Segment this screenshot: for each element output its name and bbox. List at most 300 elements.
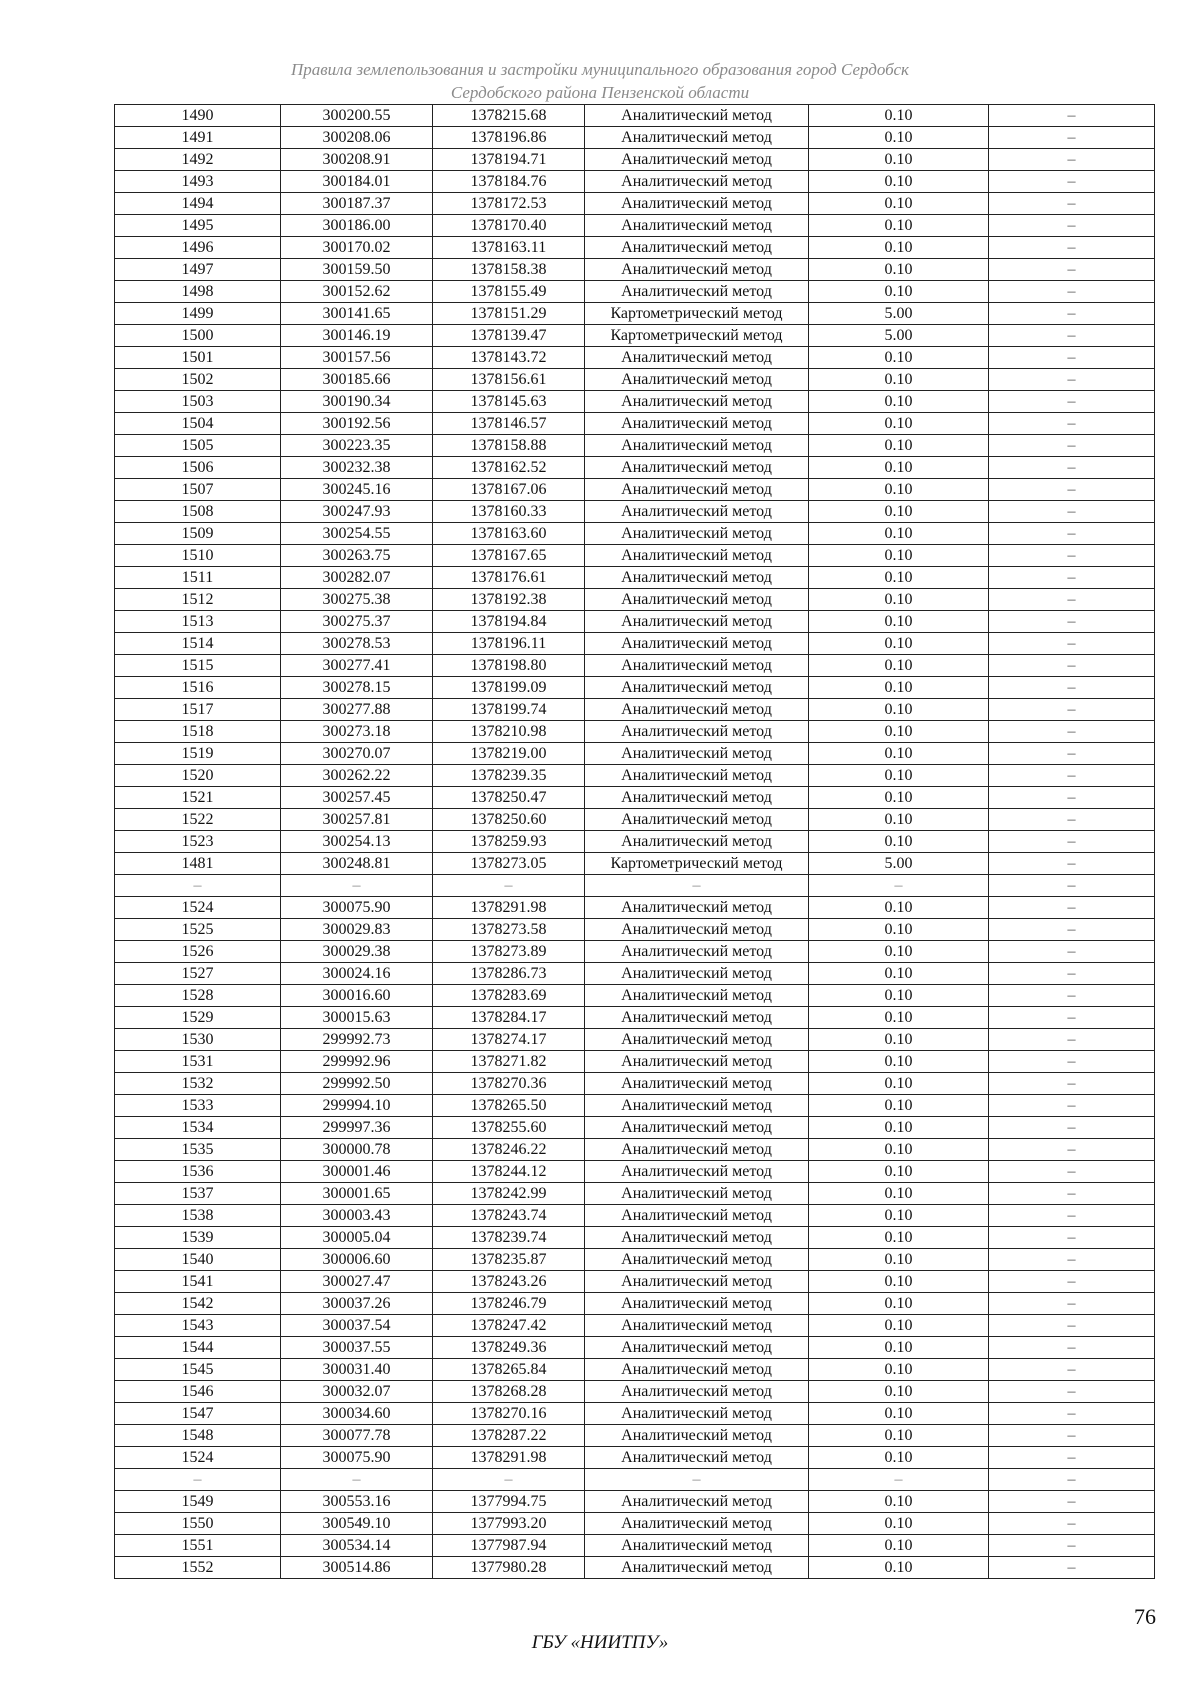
table-row xyxy=(115,1557,1155,1579)
point-number-cell: 1511 xyxy=(115,567,281,589)
description-cell: – xyxy=(989,523,1155,545)
x-coordinate-cell: 300016.60 xyxy=(281,985,433,1007)
point-number-cell: 1523 xyxy=(115,831,281,853)
x-coordinate-cell: 300254.13 xyxy=(281,831,433,853)
y-coordinate-cell: 1378194.84 xyxy=(433,611,585,633)
accuracy-cell: 0.10 xyxy=(809,1227,989,1249)
method-cell: Картометрический метод xyxy=(585,325,809,347)
method-cell: Аналитический метод xyxy=(585,1535,809,1557)
x-coordinate-cell: 300263.75 xyxy=(281,545,433,567)
description-cell: – xyxy=(989,1359,1155,1381)
description-cell: – xyxy=(989,1491,1155,1513)
method-cell: Аналитический метод xyxy=(585,589,809,611)
point-number-cell: 1547 xyxy=(115,1403,281,1425)
point-number-cell: 1529 xyxy=(115,1007,281,1029)
y-coordinate-cell: 1378273.58 xyxy=(433,919,585,941)
y-coordinate-cell: 1378167.65 xyxy=(433,545,585,567)
y-coordinate-cell: 1377980.28 xyxy=(433,1557,585,1579)
point-number-cell: 1528 xyxy=(115,985,281,1007)
description-cell: – xyxy=(989,105,1155,127)
y-coordinate-cell: 1378265.84 xyxy=(433,1359,585,1381)
y-coordinate-cell: 1378239.74 xyxy=(433,1227,585,1249)
table-row xyxy=(115,633,1155,655)
point-number-cell: 1498 xyxy=(115,281,281,303)
x-coordinate-cell: 300187.37 xyxy=(281,193,433,215)
table-row xyxy=(115,1073,1155,1095)
description-cell: – xyxy=(989,1249,1155,1271)
description-cell: – xyxy=(989,1139,1155,1161)
point-number-cell: 1492 xyxy=(115,149,281,171)
table-row xyxy=(115,589,1155,611)
method-cell: Аналитический метод xyxy=(585,1205,809,1227)
accuracy-cell: 0.10 xyxy=(809,1535,989,1557)
table-row xyxy=(115,677,1155,699)
x-coordinate-cell: 300254.55 xyxy=(281,523,433,545)
method-cell: Картометрический метод xyxy=(585,303,809,325)
method-cell: Аналитический метод xyxy=(585,149,809,171)
table-row xyxy=(115,1205,1155,1227)
table-row xyxy=(115,215,1155,237)
x-coordinate-cell: 300001.46 xyxy=(281,1161,433,1183)
x-coordinate-cell: 299992.96 xyxy=(281,1051,433,1073)
method-cell: Аналитический метод xyxy=(585,1403,809,1425)
point-number-cell: 1535 xyxy=(115,1139,281,1161)
description-cell: – xyxy=(989,985,1155,1007)
point-number-cell: 1502 xyxy=(115,369,281,391)
accuracy-cell: 0.10 xyxy=(809,1073,989,1095)
table-row xyxy=(115,897,1155,919)
y-coordinate-cell: 1378215.68 xyxy=(433,105,585,127)
x-coordinate-cell: 300024.16 xyxy=(281,963,433,985)
method-cell: Аналитический метод xyxy=(585,919,809,941)
description-cell: – xyxy=(989,1183,1155,1205)
table-row xyxy=(115,1381,1155,1403)
accuracy-cell: 0.10 xyxy=(809,435,989,457)
method-cell: Аналитический метод xyxy=(585,127,809,149)
x-coordinate-cell: 300032.07 xyxy=(281,1381,433,1403)
description-cell: – xyxy=(989,1271,1155,1293)
description-cell: – xyxy=(989,1293,1155,1315)
description-cell: – xyxy=(989,1051,1155,1073)
x-coordinate-cell: – xyxy=(281,1469,433,1491)
table-row xyxy=(115,1095,1155,1117)
y-coordinate-cell: 1378199.09 xyxy=(433,677,585,699)
description-cell: – xyxy=(989,1381,1155,1403)
table-row xyxy=(115,391,1155,413)
method-cell: Аналитический метод xyxy=(585,193,809,215)
x-coordinate-cell: 300027.47 xyxy=(281,1271,433,1293)
method-cell: Аналитический метод xyxy=(585,743,809,765)
point-number-cell: 1538 xyxy=(115,1205,281,1227)
description-cell: – xyxy=(989,303,1155,325)
accuracy-cell: 0.10 xyxy=(809,523,989,545)
table-row xyxy=(115,853,1155,875)
accuracy-cell: 0.10 xyxy=(809,457,989,479)
accuracy-cell: 0.10 xyxy=(809,127,989,149)
y-coordinate-cell: 1378184.76 xyxy=(433,171,585,193)
table-row xyxy=(115,1007,1155,1029)
table-row xyxy=(115,171,1155,193)
table-row xyxy=(115,655,1155,677)
point-number-cell: 1515 xyxy=(115,655,281,677)
table-row xyxy=(115,259,1155,281)
point-number-cell: – xyxy=(115,875,281,897)
accuracy-cell: 0.10 xyxy=(809,1315,989,1337)
y-coordinate-cell: 1378194.71 xyxy=(433,149,585,171)
accuracy-cell: 0.10 xyxy=(809,1293,989,1315)
y-coordinate-cell: 1378151.29 xyxy=(433,303,585,325)
method-cell: Аналитический метод xyxy=(585,413,809,435)
table-row xyxy=(115,281,1155,303)
x-coordinate-cell: 300146.19 xyxy=(281,325,433,347)
method-cell: Аналитический метод xyxy=(585,567,809,589)
table-row xyxy=(115,831,1155,853)
y-coordinate-cell: 1378249.36 xyxy=(433,1337,585,1359)
method-cell: – xyxy=(585,875,809,897)
table-row xyxy=(115,347,1155,369)
y-coordinate-cell: 1378265.50 xyxy=(433,1095,585,1117)
table-row xyxy=(115,479,1155,501)
point-number-cell: 1513 xyxy=(115,611,281,633)
description-cell: – xyxy=(989,193,1155,215)
accuracy-cell: 0.10 xyxy=(809,611,989,633)
method-cell: Аналитический метод xyxy=(585,1007,809,1029)
table-row xyxy=(115,787,1155,809)
description-cell: – xyxy=(989,1007,1155,1029)
y-coordinate-cell: 1378270.36 xyxy=(433,1073,585,1095)
description-cell: – xyxy=(989,1469,1155,1491)
description-cell: – xyxy=(989,1073,1155,1095)
description-cell: – xyxy=(989,171,1155,193)
point-number-cell: 1518 xyxy=(115,721,281,743)
header-line-1: Правила землепользования и застройки муниципального образования город Сердобск xyxy=(290,60,909,79)
method-cell: Аналитический метод xyxy=(585,1381,809,1403)
accuracy-cell: 0.10 xyxy=(809,193,989,215)
x-coordinate-cell: 300001.65 xyxy=(281,1183,433,1205)
y-coordinate-cell: 1378273.89 xyxy=(433,941,585,963)
point-number-cell: 1512 xyxy=(115,589,281,611)
accuracy-cell: 0.10 xyxy=(809,1117,989,1139)
description-cell: – xyxy=(989,435,1155,457)
y-coordinate-cell: 1378199.74 xyxy=(433,699,585,721)
x-coordinate-cell: 300223.35 xyxy=(281,435,433,457)
accuracy-cell: 0.10 xyxy=(809,1029,989,1051)
y-coordinate-cell: 1378139.47 xyxy=(433,325,585,347)
accuracy-cell: 0.10 xyxy=(809,237,989,259)
accuracy-cell: 0.10 xyxy=(809,633,989,655)
y-coordinate-cell: 1378160.33 xyxy=(433,501,585,523)
accuracy-cell: 0.10 xyxy=(809,655,989,677)
y-coordinate-cell: 1378219.00 xyxy=(433,743,585,765)
x-coordinate-cell: 300003.43 xyxy=(281,1205,433,1227)
accuracy-cell: 0.10 xyxy=(809,1447,989,1469)
point-number-cell: 1550 xyxy=(115,1513,281,1535)
x-coordinate-cell: – xyxy=(281,875,433,897)
y-coordinate-cell: 1377993.20 xyxy=(433,1513,585,1535)
accuracy-cell: 0.10 xyxy=(809,743,989,765)
table-row xyxy=(115,1227,1155,1249)
description-cell: – xyxy=(989,215,1155,237)
point-number-cell: 1526 xyxy=(115,941,281,963)
point-number-cell: 1545 xyxy=(115,1359,281,1381)
method-cell: Аналитический метод xyxy=(585,831,809,853)
y-coordinate-cell: 1378198.80 xyxy=(433,655,585,677)
point-number-cell: 1546 xyxy=(115,1381,281,1403)
x-coordinate-cell: 300037.54 xyxy=(281,1315,433,1337)
x-coordinate-cell: 300247.93 xyxy=(281,501,433,523)
point-number-cell: 1527 xyxy=(115,963,281,985)
y-coordinate-cell: – xyxy=(433,875,585,897)
description-cell: – xyxy=(989,1403,1155,1425)
x-coordinate-cell: 300200.55 xyxy=(281,105,433,127)
description-cell: – xyxy=(989,1205,1155,1227)
method-cell: Аналитический метод xyxy=(585,1183,809,1205)
description-cell: – xyxy=(989,963,1155,985)
accuracy-cell: 0.10 xyxy=(809,105,989,127)
point-number-cell: 1504 xyxy=(115,413,281,435)
table-row xyxy=(115,875,1155,897)
method-cell: Аналитический метод xyxy=(585,699,809,721)
point-number-cell: 1517 xyxy=(115,699,281,721)
point-number-cell: 1509 xyxy=(115,523,281,545)
table-row xyxy=(115,765,1155,787)
running-header xyxy=(0,58,1200,104)
x-coordinate-cell: 299994.10 xyxy=(281,1095,433,1117)
method-cell: Аналитический метод xyxy=(585,1557,809,1579)
description-cell: – xyxy=(989,1337,1155,1359)
description-cell: – xyxy=(989,281,1155,303)
point-number-cell: 1548 xyxy=(115,1425,281,1447)
x-coordinate-cell: 300034.60 xyxy=(281,1403,433,1425)
description-cell: – xyxy=(989,919,1155,941)
table-row xyxy=(115,413,1155,435)
method-cell: Аналитический метод xyxy=(585,963,809,985)
y-coordinate-cell: 1378247.42 xyxy=(433,1315,585,1337)
x-coordinate-cell: 300029.83 xyxy=(281,919,433,941)
method-cell: Аналитический метод xyxy=(585,1029,809,1051)
y-coordinate-cell: 1378143.72 xyxy=(433,347,585,369)
point-number-cell: 1524 xyxy=(115,1447,281,1469)
description-cell: – xyxy=(989,941,1155,963)
y-coordinate-cell: 1378170.40 xyxy=(433,215,585,237)
accuracy-cell: 0.10 xyxy=(809,1095,989,1117)
accuracy-cell: – xyxy=(809,1469,989,1491)
y-coordinate-cell: 1378283.69 xyxy=(433,985,585,1007)
table-row xyxy=(115,919,1155,941)
description-cell: – xyxy=(989,655,1155,677)
method-cell: Аналитический метод xyxy=(585,501,809,523)
table-row xyxy=(115,303,1155,325)
point-number-cell: 1505 xyxy=(115,435,281,457)
accuracy-cell: – xyxy=(809,875,989,897)
accuracy-cell: 0.10 xyxy=(809,1359,989,1381)
table-row xyxy=(115,193,1155,215)
accuracy-cell: 0.10 xyxy=(809,919,989,941)
point-number-cell: 1510 xyxy=(115,545,281,567)
description-cell: – xyxy=(989,1425,1155,1447)
description-cell: – xyxy=(989,831,1155,853)
y-coordinate-cell: 1378274.17 xyxy=(433,1029,585,1051)
point-number-cell: 1507 xyxy=(115,479,281,501)
y-coordinate-cell: 1378239.35 xyxy=(433,765,585,787)
accuracy-cell: 0.10 xyxy=(809,1205,989,1227)
y-coordinate-cell: 1377994.75 xyxy=(433,1491,585,1513)
description-cell: – xyxy=(989,479,1155,501)
x-coordinate-cell: 300075.90 xyxy=(281,897,433,919)
point-number-cell: 1495 xyxy=(115,215,281,237)
accuracy-cell: 0.10 xyxy=(809,501,989,523)
description-cell: – xyxy=(989,1117,1155,1139)
accuracy-cell: 0.10 xyxy=(809,281,989,303)
method-cell: Аналитический метод xyxy=(585,215,809,237)
method-cell: Аналитический метод xyxy=(585,611,809,633)
method-cell: Аналитический метод xyxy=(585,1073,809,1095)
method-cell: Аналитический метод xyxy=(585,281,809,303)
footer-organization: ГБУ «НИИТПУ» xyxy=(531,1632,669,1653)
method-cell: Аналитический метод xyxy=(585,1139,809,1161)
x-coordinate-cell: 300245.16 xyxy=(281,479,433,501)
method-cell: Аналитический метод xyxy=(585,1271,809,1293)
point-number-cell: 1543 xyxy=(115,1315,281,1337)
description-cell: – xyxy=(989,259,1155,281)
point-number-cell: – xyxy=(115,1469,281,1491)
x-coordinate-cell: 300278.53 xyxy=(281,633,433,655)
point-number-cell: 1494 xyxy=(115,193,281,215)
y-coordinate-cell: 1378255.60 xyxy=(433,1117,585,1139)
point-number-cell: 1520 xyxy=(115,765,281,787)
accuracy-cell: 0.10 xyxy=(809,1183,989,1205)
method-cell: Аналитический метод xyxy=(585,457,809,479)
y-coordinate-cell: 1378242.99 xyxy=(433,1183,585,1205)
x-coordinate-cell: 300006.60 xyxy=(281,1249,433,1271)
description-cell: – xyxy=(989,1557,1155,1579)
point-number-cell: 1496 xyxy=(115,237,281,259)
y-coordinate-cell: 1378284.17 xyxy=(433,1007,585,1029)
method-cell: Аналитический метод xyxy=(585,1161,809,1183)
description-cell: – xyxy=(989,765,1155,787)
point-number-cell: 1514 xyxy=(115,633,281,655)
x-coordinate-cell: 300170.02 xyxy=(281,237,433,259)
point-number-cell: 1503 xyxy=(115,391,281,413)
table-row xyxy=(115,369,1155,391)
accuracy-cell: 0.10 xyxy=(809,1513,989,1535)
table-row xyxy=(115,1117,1155,1139)
x-coordinate-cell: 300257.45 xyxy=(281,787,433,809)
method-cell: Аналитический метод xyxy=(585,259,809,281)
y-coordinate-cell: 1378145.63 xyxy=(433,391,585,413)
table-row xyxy=(115,721,1155,743)
x-coordinate-cell: 300248.81 xyxy=(281,853,433,875)
accuracy-cell: 0.10 xyxy=(809,721,989,743)
point-number-cell: 1522 xyxy=(115,809,281,831)
method-cell: Аналитический метод xyxy=(585,1249,809,1271)
accuracy-cell: 0.10 xyxy=(809,369,989,391)
description-cell: – xyxy=(989,369,1155,391)
point-number-cell: 1530 xyxy=(115,1029,281,1051)
y-coordinate-cell: 1378271.82 xyxy=(433,1051,585,1073)
method-cell: Аналитический метод xyxy=(585,1337,809,1359)
description-cell: – xyxy=(989,721,1155,743)
accuracy-cell: 0.10 xyxy=(809,1425,989,1447)
point-number-cell: 1499 xyxy=(115,303,281,325)
method-cell: Аналитический метод xyxy=(585,347,809,369)
accuracy-cell: 0.10 xyxy=(809,215,989,237)
y-coordinate-cell: 1378172.53 xyxy=(433,193,585,215)
y-coordinate-cell: 1378158.38 xyxy=(433,259,585,281)
accuracy-cell: 0.10 xyxy=(809,391,989,413)
point-number-cell: 1508 xyxy=(115,501,281,523)
x-coordinate-cell: 300192.56 xyxy=(281,413,433,435)
table-row xyxy=(115,699,1155,721)
table-row xyxy=(115,1051,1155,1073)
table-row xyxy=(115,127,1155,149)
table-row xyxy=(115,809,1155,831)
accuracy-cell: 0.10 xyxy=(809,1557,989,1579)
table-row xyxy=(115,1139,1155,1161)
accuracy-cell: 0.10 xyxy=(809,347,989,369)
accuracy-cell: 0.10 xyxy=(809,259,989,281)
description-cell: – xyxy=(989,787,1155,809)
point-number-cell: 1541 xyxy=(115,1271,281,1293)
table-row xyxy=(115,1029,1155,1051)
description-cell: – xyxy=(989,1095,1155,1117)
accuracy-cell: 0.10 xyxy=(809,1139,989,1161)
y-coordinate-cell: 1378244.12 xyxy=(433,1161,585,1183)
description-cell: – xyxy=(989,413,1155,435)
point-number-cell: 1531 xyxy=(115,1051,281,1073)
description-cell: – xyxy=(989,1029,1155,1051)
description-cell: – xyxy=(989,589,1155,611)
method-cell: Аналитический метод xyxy=(585,523,809,545)
accuracy-cell: 0.10 xyxy=(809,677,989,699)
table-row xyxy=(115,1535,1155,1557)
table-row xyxy=(115,501,1155,523)
x-coordinate-cell: 300277.88 xyxy=(281,699,433,721)
accuracy-cell: 0.10 xyxy=(809,1249,989,1271)
accuracy-cell: 0.10 xyxy=(809,413,989,435)
table-row xyxy=(115,567,1155,589)
table-row xyxy=(115,1337,1155,1359)
y-coordinate-cell: 1378243.26 xyxy=(433,1271,585,1293)
accuracy-cell: 5.00 xyxy=(809,325,989,347)
point-number-cell: 1491 xyxy=(115,127,281,149)
y-coordinate-cell: – xyxy=(433,1469,585,1491)
method-cell: Аналитический метод xyxy=(585,1359,809,1381)
x-coordinate-cell: 300549.10 xyxy=(281,1513,433,1535)
description-cell: – xyxy=(989,633,1155,655)
x-coordinate-cell: 300232.38 xyxy=(281,457,433,479)
accuracy-cell: 5.00 xyxy=(809,853,989,875)
x-coordinate-cell: 300514.86 xyxy=(281,1557,433,1579)
method-cell: Аналитический метод xyxy=(585,677,809,699)
table-row xyxy=(115,149,1155,171)
y-coordinate-cell: 1378196.11 xyxy=(433,633,585,655)
y-coordinate-cell: 1378162.52 xyxy=(433,457,585,479)
accuracy-cell: 0.10 xyxy=(809,809,989,831)
table-row xyxy=(115,1425,1155,1447)
y-coordinate-cell: 1378291.98 xyxy=(433,1447,585,1469)
y-coordinate-cell: 1378268.28 xyxy=(433,1381,585,1403)
description-cell: – xyxy=(989,897,1155,919)
header-line-2: Сердобского района Пензенской области xyxy=(450,83,750,102)
table-row xyxy=(115,743,1155,765)
method-cell: Аналитический метод xyxy=(585,1117,809,1139)
method-cell: Аналитический метод xyxy=(585,1491,809,1513)
point-number-cell: 1519 xyxy=(115,743,281,765)
y-coordinate-cell: 1378287.22 xyxy=(433,1425,585,1447)
description-cell: – xyxy=(989,809,1155,831)
x-coordinate-cell: 300029.38 xyxy=(281,941,433,963)
